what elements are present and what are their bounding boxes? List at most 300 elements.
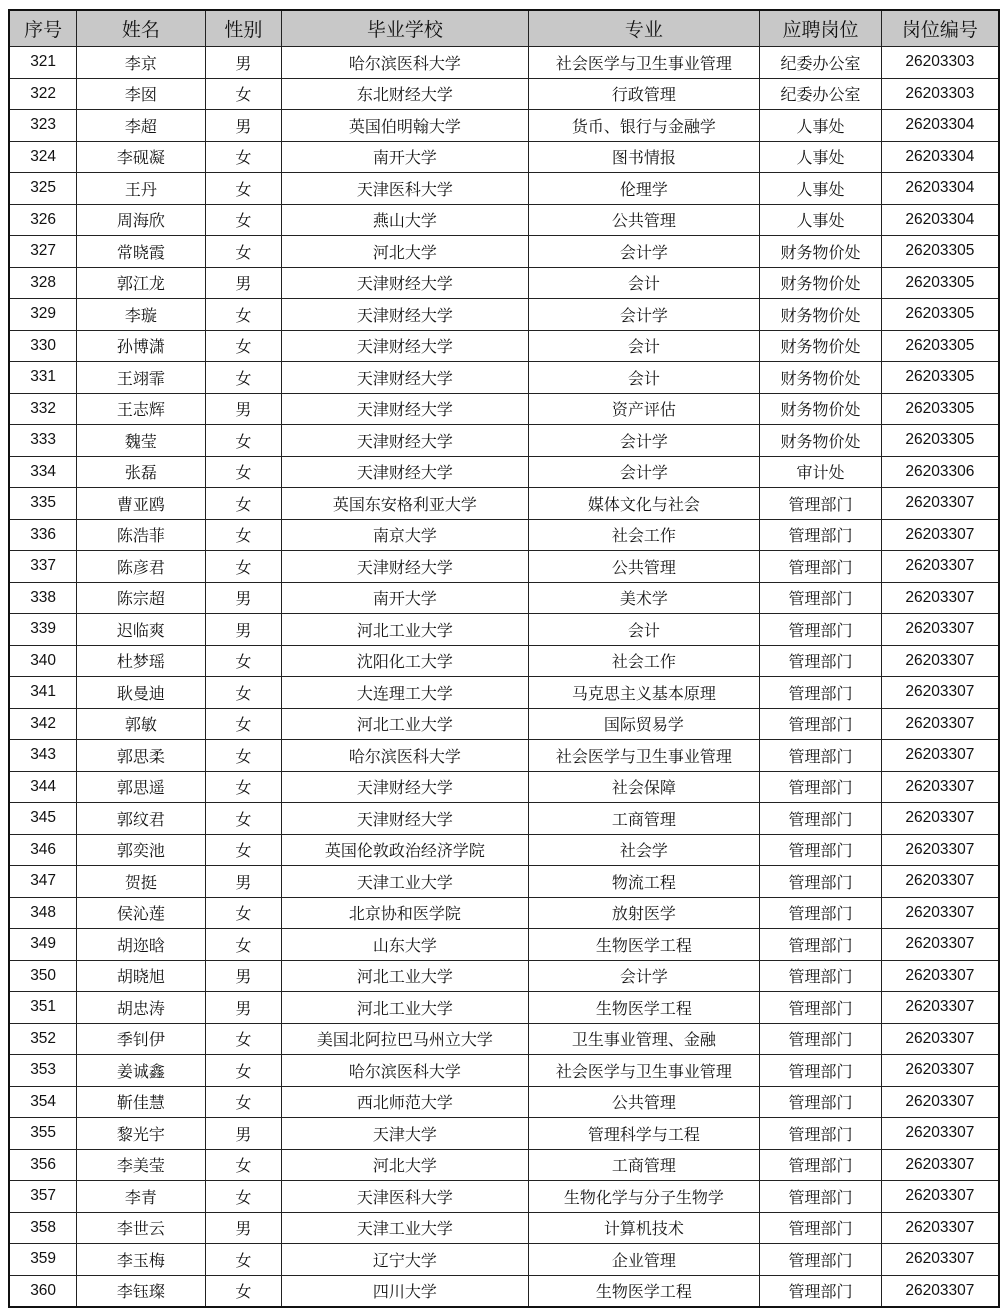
cell-position-code: 26203307: [881, 960, 999, 992]
cell-position-code: 26203307: [881, 677, 999, 709]
cell-position: 管理部门: [760, 929, 882, 961]
table-row: [9, 47, 999, 79]
cell-position-code: 26203304: [881, 141, 999, 173]
cell-index: 358: [9, 1212, 77, 1244]
table-row: [9, 456, 999, 488]
cell-name: 李璇: [77, 299, 205, 331]
cell-gender: 男: [205, 393, 282, 425]
cell-school: 天津财经大学: [282, 803, 528, 835]
cell-index: 336: [9, 519, 77, 551]
cell-major: 伦理学: [528, 173, 760, 205]
cell-name: 郭思柔: [77, 740, 205, 772]
header-gender: 性别: [205, 10, 282, 47]
cell-index: 325: [9, 173, 77, 205]
cell-school: 天津财经大学: [282, 551, 528, 583]
cell-index: 356: [9, 1149, 77, 1181]
cell-major: 公共管理: [528, 551, 760, 583]
cell-school: 美国北阿拉巴马州立大学: [282, 1023, 528, 1055]
cell-school: 河北大学: [282, 1149, 528, 1181]
cell-position: 管理部门: [760, 803, 882, 835]
table-row: [9, 929, 999, 961]
cell-major: 会计: [528, 614, 760, 646]
cell-gender: 男: [205, 992, 282, 1024]
cell-position-code: 26203304: [881, 173, 999, 205]
cell-school: 南京大学: [282, 519, 528, 551]
cell-major: 国际贸易学: [528, 708, 760, 740]
table-row: [9, 204, 999, 236]
cell-position-code: 26203307: [881, 519, 999, 551]
cell-name: 胡忠涛: [77, 992, 205, 1024]
cell-name: 郭奕池: [77, 834, 205, 866]
table-row: [9, 834, 999, 866]
cell-position-code: 26203307: [881, 582, 999, 614]
cell-major: 物流工程: [528, 866, 760, 898]
cell-index: 339: [9, 614, 77, 646]
cell-gender: 女: [205, 236, 282, 268]
cell-school: 天津工业大学: [282, 1212, 528, 1244]
cell-name: 陈宗超: [77, 582, 205, 614]
table-row: [9, 897, 999, 929]
cell-position-code: 26203307: [881, 803, 999, 835]
cell-school: 天津医科大学: [282, 173, 528, 205]
cell-major: 资产评估: [528, 393, 760, 425]
table-row: [9, 330, 999, 362]
cell-major: 企业管理: [528, 1244, 760, 1276]
table-row: [9, 866, 999, 898]
cell-school: 英国东安格利亚大学: [282, 488, 528, 520]
cell-position: 管理部门: [760, 1275, 882, 1307]
cell-school: 东北财经大学: [282, 78, 528, 110]
cell-position-code: 26203307: [881, 897, 999, 929]
cell-position: 人事处: [760, 173, 882, 205]
cell-index: 321: [9, 47, 77, 79]
header-index: 序号: [9, 10, 77, 47]
cell-gender: 女: [205, 141, 282, 173]
cell-gender: 男: [205, 1212, 282, 1244]
cell-major: 会计学: [528, 960, 760, 992]
cell-position: 管理部门: [760, 1181, 882, 1213]
cell-position: 财务物价处: [760, 393, 882, 425]
cell-school: 天津财经大学: [282, 362, 528, 394]
cell-index: 345: [9, 803, 77, 835]
cell-position: 人事处: [760, 204, 882, 236]
table-row: [9, 1023, 999, 1055]
cell-name: 郭纹君: [77, 803, 205, 835]
cell-name: 李世云: [77, 1212, 205, 1244]
table-row: [9, 771, 999, 803]
cell-school: 天津财经大学: [282, 393, 528, 425]
cell-school: 南开大学: [282, 582, 528, 614]
cell-index: 354: [9, 1086, 77, 1118]
cell-position: 管理部门: [760, 771, 882, 803]
cell-major: 生物化学与分子生物学: [528, 1181, 760, 1213]
cell-index: 334: [9, 456, 77, 488]
cell-name: 李青: [77, 1181, 205, 1213]
cell-gender: 女: [205, 330, 282, 362]
cell-school: 西北师范大学: [282, 1086, 528, 1118]
cell-position-code: 26203305: [881, 267, 999, 299]
cell-school: 天津医科大学: [282, 1181, 528, 1213]
cell-name: 李砚凝: [77, 141, 205, 173]
cell-position-code: 26203307: [881, 1244, 999, 1276]
cell-name: 李美莹: [77, 1149, 205, 1181]
cell-gender: 男: [205, 582, 282, 614]
cell-index: 355: [9, 1118, 77, 1150]
cell-name: 郭江龙: [77, 267, 205, 299]
cell-gender: 女: [205, 740, 282, 772]
table-row: [9, 1055, 999, 1087]
cell-major: 卫生事业管理、金融: [528, 1023, 760, 1055]
table-row: [9, 1086, 999, 1118]
cell-major: 会计学: [528, 456, 760, 488]
cell-position: 管理部门: [760, 677, 882, 709]
cell-gender: 男: [205, 267, 282, 299]
cell-position-code: 26203307: [881, 645, 999, 677]
cell-gender: 女: [205, 645, 282, 677]
cell-school: 燕山大学: [282, 204, 528, 236]
cell-gender: 女: [205, 1149, 282, 1181]
cell-school: 北京协和医学院: [282, 897, 528, 929]
cell-major: 会计学: [528, 299, 760, 331]
cell-index: 340: [9, 645, 77, 677]
cell-gender: 女: [205, 897, 282, 929]
cell-major: 社会医学与卫生事业管理: [528, 740, 760, 772]
cell-position: 财务物价处: [760, 362, 882, 394]
cell-gender: 女: [205, 551, 282, 583]
cell-school: 南开大学: [282, 141, 528, 173]
cell-index: 360: [9, 1275, 77, 1307]
cell-index: 328: [9, 267, 77, 299]
table-row: [9, 677, 999, 709]
applicant-table: [8, 9, 1000, 1308]
cell-position-code: 26203307: [881, 488, 999, 520]
cell-index: 326: [9, 204, 77, 236]
cell-position-code: 26203307: [881, 1149, 999, 1181]
cell-position: 纪委办公室: [760, 78, 882, 110]
cell-gender: 女: [205, 488, 282, 520]
cell-gender: 女: [205, 425, 282, 457]
cell-position: 管理部门: [760, 834, 882, 866]
table-row: [9, 488, 999, 520]
header-position-code: 岗位编号: [881, 10, 999, 47]
cell-gender: 男: [205, 866, 282, 898]
cell-position: 审计处: [760, 456, 882, 488]
cell-position-code: 26203304: [881, 204, 999, 236]
cell-position: 管理部门: [760, 897, 882, 929]
cell-gender: 女: [205, 519, 282, 551]
cell-gender: 女: [205, 834, 282, 866]
cell-name: 郭思遥: [77, 771, 205, 803]
cell-name: 耿曼迪: [77, 677, 205, 709]
cell-index: 349: [9, 929, 77, 961]
table-row: [9, 362, 999, 394]
cell-name: 贺挺: [77, 866, 205, 898]
cell-school: 哈尔滨医科大学: [282, 1055, 528, 1087]
cell-position-code: 26203305: [881, 393, 999, 425]
cell-index: 332: [9, 393, 77, 425]
cell-gender: 女: [205, 362, 282, 394]
cell-position-code: 26203307: [881, 834, 999, 866]
cell-position-code: 26203307: [881, 551, 999, 583]
cell-major: 社会医学与卫生事业管理: [528, 1055, 760, 1087]
cell-index: 337: [9, 551, 77, 583]
cell-school: 河北工业大学: [282, 992, 528, 1024]
cell-name: 郭敏: [77, 708, 205, 740]
cell-name: 孙博潇: [77, 330, 205, 362]
cell-school: 沈阳化工大学: [282, 645, 528, 677]
cell-school: 四川大学: [282, 1275, 528, 1307]
cell-school: 河北工业大学: [282, 960, 528, 992]
cell-major: 放射医学: [528, 897, 760, 929]
cell-gender: 男: [205, 960, 282, 992]
table-row: [9, 740, 999, 772]
cell-position: 管理部门: [760, 614, 882, 646]
cell-gender: 女: [205, 299, 282, 331]
cell-position-code: 26203304: [881, 110, 999, 142]
cell-name: 李钰璨: [77, 1275, 205, 1307]
cell-major: 会计: [528, 362, 760, 394]
cell-major: 管理科学与工程: [528, 1118, 760, 1150]
cell-position: 管理部门: [760, 1118, 882, 1150]
table-row: [9, 708, 999, 740]
cell-gender: 女: [205, 173, 282, 205]
cell-position: 纪委办公室: [760, 47, 882, 79]
cell-position-code: 26203307: [881, 1086, 999, 1118]
cell-index: 333: [9, 425, 77, 457]
cell-position: 管理部门: [760, 645, 882, 677]
cell-major: 行政管理: [528, 78, 760, 110]
cell-gender: 女: [205, 1244, 282, 1276]
cell-school: 大连理工大学: [282, 677, 528, 709]
cell-school: 天津财经大学: [282, 299, 528, 331]
cell-major: 会计学: [528, 425, 760, 457]
cell-index: 353: [9, 1055, 77, 1087]
table-row: [9, 960, 999, 992]
cell-position-code: 26203307: [881, 1055, 999, 1087]
cell-index: 342: [9, 708, 77, 740]
cell-position: 管理部门: [760, 1023, 882, 1055]
cell-school: 河北工业大学: [282, 614, 528, 646]
table-header-row: [9, 10, 999, 47]
cell-index: 359: [9, 1244, 77, 1276]
cell-index: 322: [9, 78, 77, 110]
cell-name: 王志辉: [77, 393, 205, 425]
cell-name: 杜梦瑶: [77, 645, 205, 677]
cell-position-code: 26203303: [881, 47, 999, 79]
cell-major: 会计学: [528, 236, 760, 268]
cell-major: 图书情报: [528, 141, 760, 173]
cell-position-code: 26203307: [881, 1181, 999, 1213]
cell-position: 管理部门: [760, 1055, 882, 1087]
table-row: [9, 299, 999, 331]
cell-index: 343: [9, 740, 77, 772]
cell-major: 生物医学工程: [528, 1275, 760, 1307]
cell-major: 社会医学与卫生事业管理: [528, 47, 760, 79]
table-row: [9, 803, 999, 835]
cell-position: 管理部门: [760, 740, 882, 772]
cell-position: 管理部门: [760, 1149, 882, 1181]
cell-major: 生物医学工程: [528, 992, 760, 1024]
cell-position-code: 26203307: [881, 1275, 999, 1307]
cell-index: 352: [9, 1023, 77, 1055]
cell-gender: 女: [205, 1275, 282, 1307]
cell-position: 管理部门: [760, 866, 882, 898]
cell-school: 哈尔滨医科大学: [282, 47, 528, 79]
table-row: [9, 267, 999, 299]
cell-position-code: 26203306: [881, 456, 999, 488]
cell-position: 财务物价处: [760, 236, 882, 268]
cell-index: 348: [9, 897, 77, 929]
cell-school: 天津工业大学: [282, 866, 528, 898]
cell-position: 财务物价处: [760, 299, 882, 331]
cell-position-code: 26203305: [881, 299, 999, 331]
cell-name: 周海欣: [77, 204, 205, 236]
cell-school: 天津财经大学: [282, 425, 528, 457]
applicant-table-container: [8, 9, 1000, 1308]
table-row: [9, 78, 999, 110]
cell-name: 靳佳慧: [77, 1086, 205, 1118]
cell-major: 社会学: [528, 834, 760, 866]
cell-school: 辽宁大学: [282, 1244, 528, 1276]
cell-gender: 女: [205, 204, 282, 236]
cell-gender: 女: [205, 677, 282, 709]
cell-major: 公共管理: [528, 1086, 760, 1118]
cell-name: 王翊霏: [77, 362, 205, 394]
cell-name: 季钊伊: [77, 1023, 205, 1055]
table-row: [9, 645, 999, 677]
cell-index: 351: [9, 992, 77, 1024]
cell-gender: 女: [205, 456, 282, 488]
cell-position: 管理部门: [760, 960, 882, 992]
cell-major: 社会工作: [528, 645, 760, 677]
cell-school: 河北工业大学: [282, 708, 528, 740]
cell-position: 财务物价处: [760, 330, 882, 362]
cell-major: 会计: [528, 267, 760, 299]
cell-major: 工商管理: [528, 1149, 760, 1181]
cell-index: 344: [9, 771, 77, 803]
cell-position: 财务物价处: [760, 267, 882, 299]
cell-name: 胡迩晗: [77, 929, 205, 961]
cell-position-code: 26203305: [881, 236, 999, 268]
cell-gender: 男: [205, 110, 282, 142]
header-position: 应聘岗位: [760, 10, 882, 47]
cell-name: 李玉梅: [77, 1244, 205, 1276]
cell-school: 山东大学: [282, 929, 528, 961]
cell-gender: 女: [205, 803, 282, 835]
table-row: [9, 582, 999, 614]
cell-name: 陈彦君: [77, 551, 205, 583]
cell-position-code: 26203307: [881, 1212, 999, 1244]
cell-position-code: 26203305: [881, 330, 999, 362]
cell-index: 346: [9, 834, 77, 866]
cell-index: 338: [9, 582, 77, 614]
table-row: [9, 141, 999, 173]
cell-position: 管理部门: [760, 992, 882, 1024]
cell-position-code: 26203305: [881, 425, 999, 457]
cell-name: 胡晓旭: [77, 960, 205, 992]
table-row: [9, 614, 999, 646]
cell-index: 341: [9, 677, 77, 709]
cell-name: 曹亚鸥: [77, 488, 205, 520]
cell-major: 社会保障: [528, 771, 760, 803]
table-row: [9, 1181, 999, 1213]
cell-name: 常晓霞: [77, 236, 205, 268]
table-row: [9, 1212, 999, 1244]
cell-major: 工商管理: [528, 803, 760, 835]
cell-name: 魏莹: [77, 425, 205, 457]
cell-gender: 女: [205, 929, 282, 961]
cell-name: 侯沁莲: [77, 897, 205, 929]
cell-major: 美术学: [528, 582, 760, 614]
cell-school: 天津财经大学: [282, 330, 528, 362]
cell-index: 327: [9, 236, 77, 268]
cell-major: 生物医学工程: [528, 929, 760, 961]
cell-major: 社会工作: [528, 519, 760, 551]
cell-gender: 女: [205, 771, 282, 803]
cell-name: 李京: [77, 47, 205, 79]
cell-gender: 女: [205, 1181, 282, 1213]
cell-name: 李囡: [77, 78, 205, 110]
cell-position-code: 26203307: [881, 740, 999, 772]
cell-school: 英国伦敦政治经济学院: [282, 834, 528, 866]
cell-index: 330: [9, 330, 77, 362]
table-row: [9, 236, 999, 268]
cell-name: 王丹: [77, 173, 205, 205]
cell-position-code: 26203307: [881, 1118, 999, 1150]
cell-index: 329: [9, 299, 77, 331]
cell-gender: 女: [205, 78, 282, 110]
cell-position: 人事处: [760, 141, 882, 173]
header-major: 专业: [528, 10, 760, 47]
cell-name: 黎光宇: [77, 1118, 205, 1150]
cell-school: 哈尔滨医科大学: [282, 740, 528, 772]
cell-school: 天津财经大学: [282, 267, 528, 299]
cell-position-code: 26203307: [881, 771, 999, 803]
cell-index: 331: [9, 362, 77, 394]
table-row: [9, 393, 999, 425]
cell-position: 管理部门: [760, 551, 882, 583]
table-row: [9, 519, 999, 551]
cell-position-code: 26203303: [881, 78, 999, 110]
cell-gender: 男: [205, 614, 282, 646]
cell-school: 天津财经大学: [282, 771, 528, 803]
cell-name: 陈浩菲: [77, 519, 205, 551]
cell-gender: 男: [205, 1118, 282, 1150]
cell-major: 会计: [528, 330, 760, 362]
cell-index: 335: [9, 488, 77, 520]
cell-position-code: 26203305: [881, 362, 999, 394]
cell-gender: 女: [205, 1023, 282, 1055]
cell-gender: 女: [205, 708, 282, 740]
cell-major: 公共管理: [528, 204, 760, 236]
cell-position: 管理部门: [760, 488, 882, 520]
cell-school: 河北大学: [282, 236, 528, 268]
cell-position: 财务物价处: [760, 425, 882, 457]
cell-position: 人事处: [760, 110, 882, 142]
table-row: [9, 110, 999, 142]
cell-position: 管理部门: [760, 519, 882, 551]
cell-position-code: 26203307: [881, 614, 999, 646]
table-row: [9, 551, 999, 583]
cell-name: 姜诚鑫: [77, 1055, 205, 1087]
cell-index: 323: [9, 110, 77, 142]
cell-gender: 女: [205, 1086, 282, 1118]
table-row: [9, 1244, 999, 1276]
cell-major: 媒体文化与社会: [528, 488, 760, 520]
cell-index: 357: [9, 1181, 77, 1213]
header-name: 姓名: [77, 10, 205, 47]
cell-position: 管理部门: [760, 708, 882, 740]
